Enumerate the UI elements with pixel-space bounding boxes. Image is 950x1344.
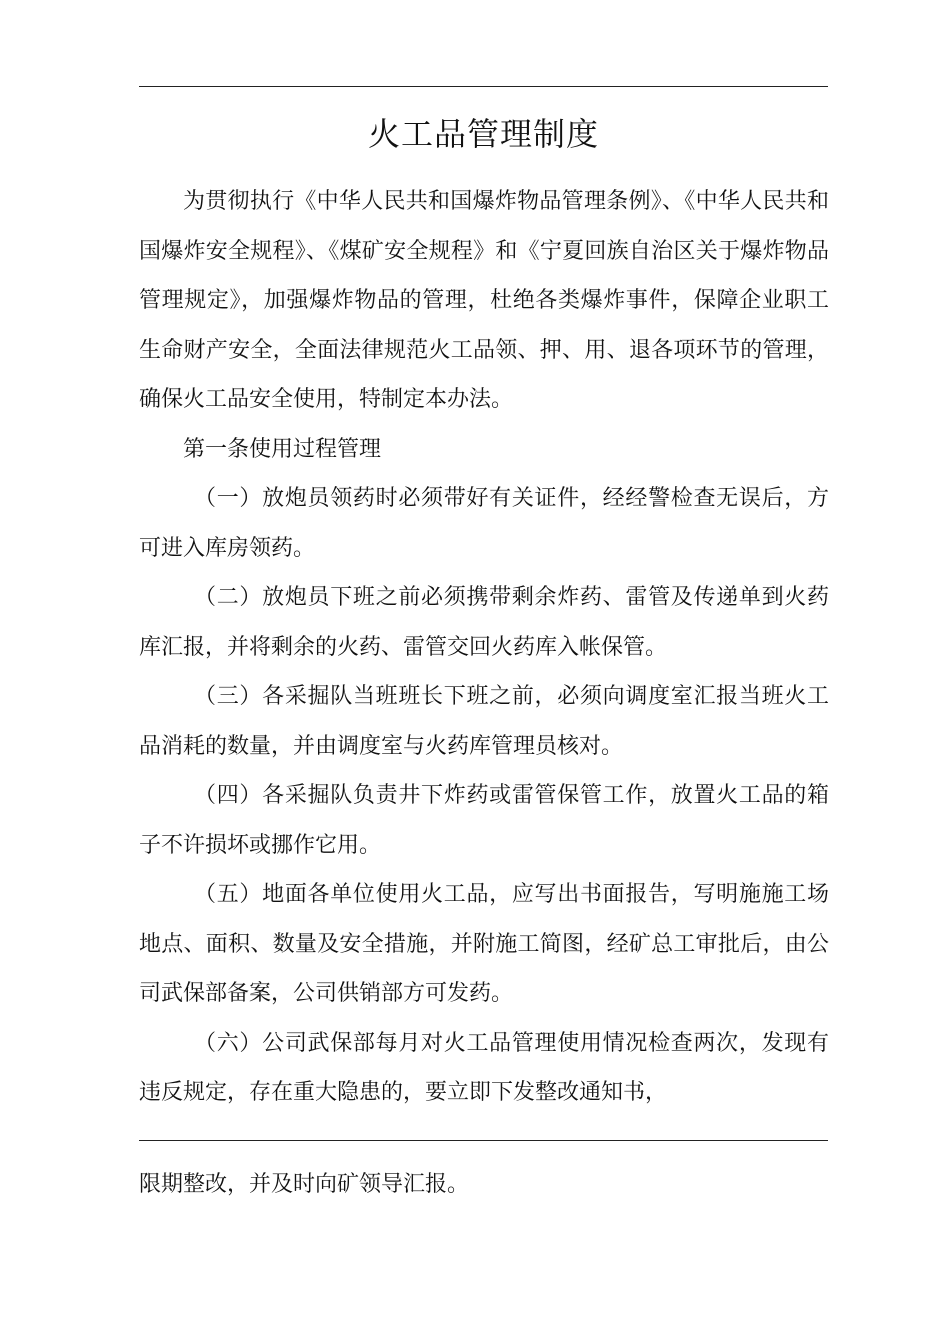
continuation-text: 限期整改，并及时向矿领导汇报。: [139, 1172, 470, 1197]
page-break-rule: [139, 1140, 828, 1141]
article-1-item-4: （四）各采掘队负责井下炸药或雷管保管工作，放置火工品的箱子不许损坏或挪作它用。: [139, 783, 829, 858]
article-1-item-6: （六）公司武保部每月对火工品管理使用情况检查两次，发现有违反规定，存在重大隐患的，要立即下发整改通知书，: [139, 1030, 829, 1105]
intro-paragraph: 为贯彻执行《中华人民共和国爆炸物品管理条例》、《中华人民共和国爆炸安全规程》、《煤矿安全规程》和《宁夏回族自治区关于爆炸物品管理规定》，加强爆炸物品的管理，杜绝各类爆炸事件，保障企业职工生命财产安全，全面法律规范火工品领、押、用、退各项环节的管理，确保火工品安全使用，特制定本办法。: [139, 189, 829, 412]
header-rule: [139, 86, 828, 87]
document-body: [139, 177, 829, 1118]
article-1-item-1: （一）放炮员领药时必须带好有关证件，经经警检查无误后，方可进入库房领药。: [139, 486, 829, 561]
article-1-item-2: （二）放炮员下班之前必须携带剩余炸药、雷管及传递单到火药库汇报，并将剩余的火药、雷管交回火药库入帐保管。: [139, 585, 829, 660]
article-1-heading: 第一条使用过程管理: [183, 436, 382, 462]
page-title: 火工品管理制度: [367, 115, 599, 153]
article-1-item-3: （三）各采掘队当班班长下班之前，必须向调度室汇报当班火工品消耗的数量，并由调度室与火药库管理员核对。: [139, 684, 829, 759]
article-1-item-5: （五）地面各单位使用火工品，应写出书面报告，写明施施工场地点、面积、数量及安全措施，并附施工简图，经矿总工审批后，由公司武保部备案，公司供销部方可发药。: [139, 882, 829, 1006]
